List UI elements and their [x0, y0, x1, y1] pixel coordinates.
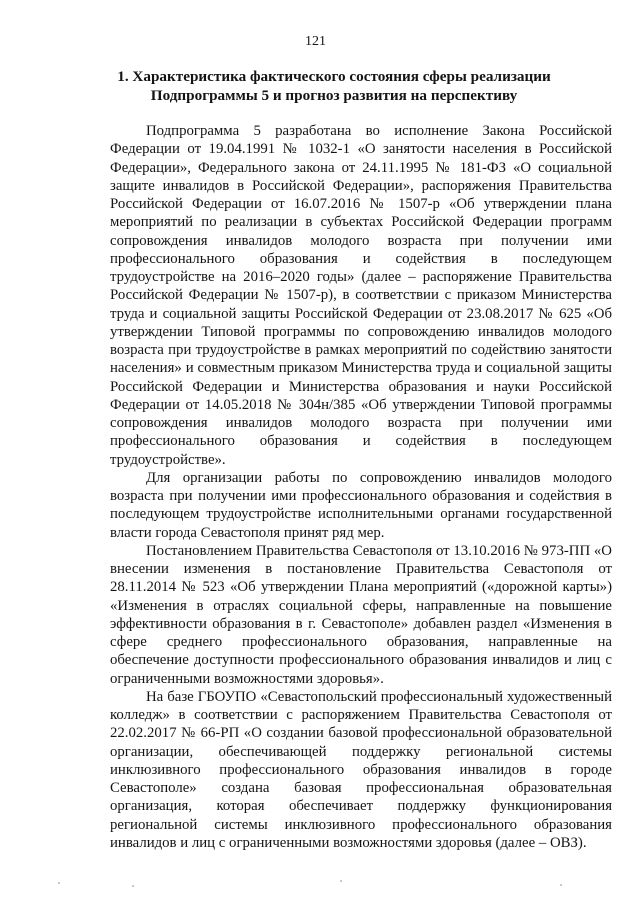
paragraph-2: Для организации работы по сопровождению инвалидов молодого возраста при получении ими профессионального образования и содействия в последующем трудоустройстве исполнительными органами государственной власти города Севастополя принят ряд мер. [110, 469, 612, 541]
scan-speck [58, 882, 60, 884]
section-heading: 1. Характеристика фактического состояния сферы реализации Подпрограммы 5 и прогноз развития на перспективу [117, 68, 551, 104]
paragraph-4: На базе ГБОУПО «Севастопольский профессиональный художественный колледж» в соответствии с распоряжением Правительства Севастополя от 22.02.2017 № 66-РП «О создании базовой профессиональной образовательной организации, обеспечивающей поддержку региональной системы инклюзивного профессионального образования инвалидов в городе Севастополе» создана базовая профессиональная образовательная организация, которая обеспечивает поддержку функционирования региональной системы инклюзивного профессионального образования инвалидов и лиц с ограниченными возможностями здоровья (далее – ОВЗ). [110, 688, 612, 851]
paragraph-3: Постановлением Правительства Севастополя от 13.10.2016 № 973-ПП «О внесении изменения в постановление Правительства Севастополя от 28.11.2014 № 523 «Об утверждении Плана мероприятий («дорожной карты») «Изменения в отраслях социальной сферы, направленные на повышение эффективности образования в г. Севастополе» добавлен раздел «Изменения в сфере среднего профессионального образования, направленные на обеспечение доступности профессионального образования инвалидов и лиц с ограниченными возможностями здоровья». [110, 542, 612, 687]
scan-speck [340, 880, 342, 882]
scan-speck [560, 884, 562, 886]
scan-speck [132, 885, 134, 887]
scan-artifacts [40, 878, 600, 890]
body-text [110, 122, 612, 852]
paragraph-1: Подпрограмма 5 разработана во исполнение Закона Российской Федерации от 19.04.1991 № 1032-1 «О занятости населения в Российской Федерации», Федерального закона от 24.11.1995 № 181-ФЗ «О социальной защите инвалидов в Российской Федерации», распоряжения Правительства Российской Федерации от 16.07.2016 № 1507-р «Об утверждении плана мероприятий по реализации в субъектах Российской Федерации программ сопровождения инвалидов молодого возраста при получении ими профессионального образования и содействия в последующем трудоустройстве на 2016–2020 годы» (далее – распоряжение Правительства Российской Федерации № 1507-р), в соответствии с приказом Министерства труда и социальной защиты Российской Федерации от 23.08.2017 № 625 «Об утверждении Типовой программы по сопровождению инвалидов молодого возраста при трудоустройстве в рамках мероприятий по содействию занятости населения» и совместным приказом Министерства труда и социальной защиты Российской Федерации и Министерства образования и науки Российской Федерации от 14.05.2018 № 304н/385 «Об утверждении Типовой программы сопровождения инвалидов молодого возраста при получении ими профессионального образования и содействия в последующем трудоустройстве». [110, 123, 612, 468]
page-number: 121 [305, 34, 326, 49]
